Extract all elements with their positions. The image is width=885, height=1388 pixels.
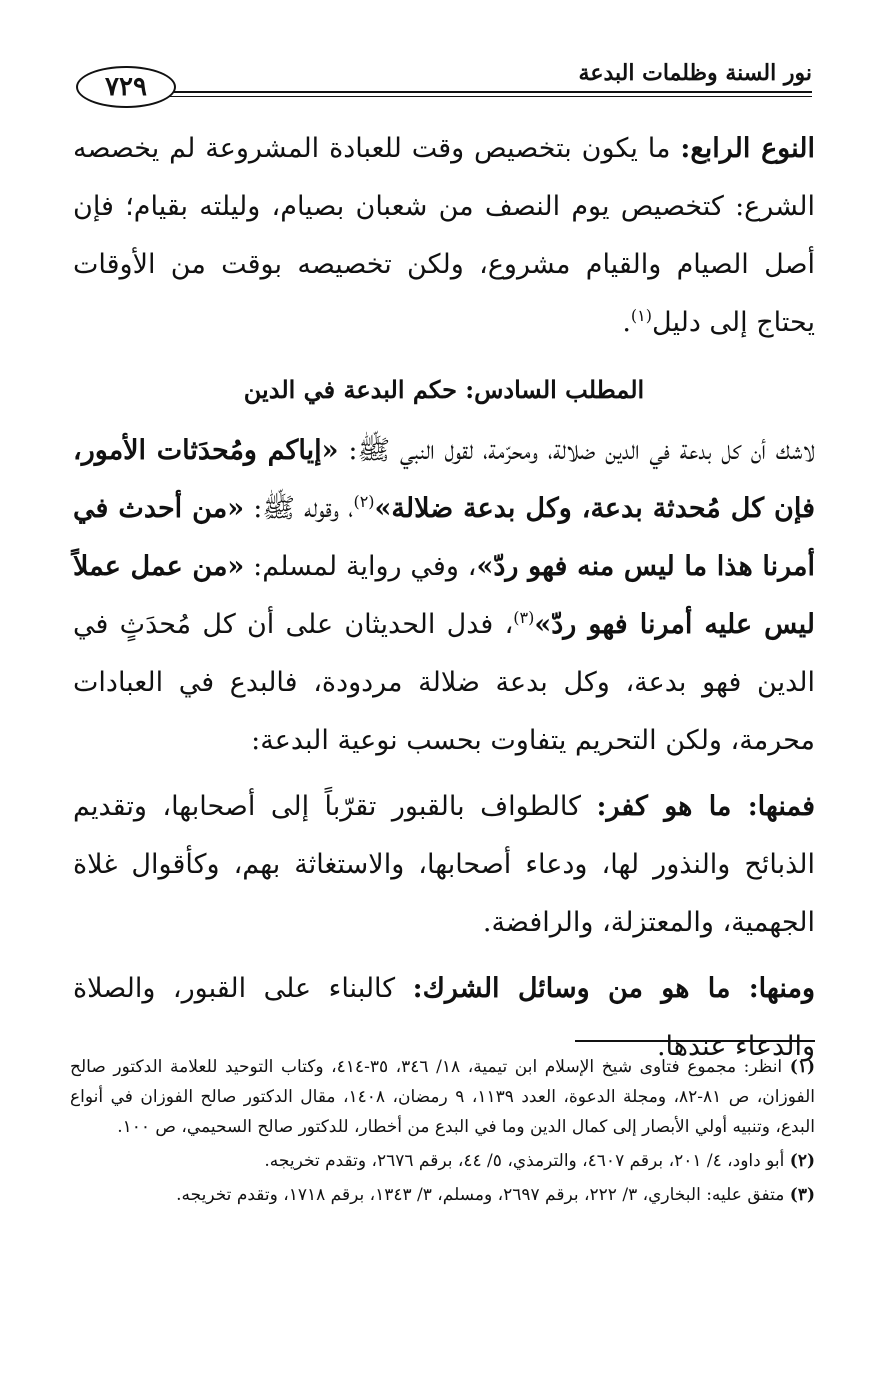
paragraph-text: ، وقوله ﷺ:	[244, 493, 354, 524]
footnote-text: متفق عليه: البخاري، ٣/ ٢٢٢، برقم ٢٦٩٧، ومسلم، ٣/ ١٣٤٣، برقم ١٧١٨، وتقدم تخريجه.	[176, 1185, 790, 1205]
paragraph-end: .	[622, 307, 631, 338]
paragraph-text: ما يكون بتخصيص وقت للعبادة المشروعة لم يخصصه الشرع: كتخصيص يوم النصف من شعبان بصيام، وليلته بقيام؛ فإن أصل الصيام والقيام مشروع، ولكن تخصيصه بوقت من الأوقات يحتاج إلى دليل	[73, 133, 816, 338]
paragraph-kufr	[73, 778, 815, 952]
page-number: ٧٢٩	[105, 72, 147, 102]
footnote-number: (١)	[789, 1057, 815, 1077]
footnote-number: (٣)	[789, 1185, 815, 1205]
page-number-oval	[76, 66, 176, 108]
footnote-number: (٢)	[789, 1151, 815, 1171]
running-title: نور السنة وظلمات البدعة	[578, 60, 812, 86]
paragraph-text: لاشك أن كل بدعة في الدين ضلالة، ومحرّمة، لقول النبي ﷺ:	[338, 435, 815, 466]
footnotes	[70, 1052, 815, 1214]
hadith-quote: «إياكم ومُحدَثات الأمور، فإن كل مُحدثة بدعة، وكل بدعة ضلالة»	[73, 435, 816, 524]
header-rule	[156, 91, 812, 93]
paragraph-lead: النوع الرابع:	[680, 133, 815, 164]
main-text	[73, 120, 815, 1076]
paragraph-type-four	[73, 120, 815, 352]
footnote-2	[70, 1146, 815, 1176]
paragraph-lead: فمنها: ما هو كفر:	[596, 791, 815, 822]
section-heading: المطلب السادس: حكم البدعة في الدين	[243, 375, 645, 404]
hadith-quote: «من عمل عملاً ليس عليه أمرنا فهو ردّ»	[73, 551, 815, 640]
paragraph-text: كالطواف بالقبور تقرّباً إلى أصحابها، وتقديم الذبائح والنذور لها، ودعاء أصحابها، والاستغاثة بهم، وكأقوال غلاة الجهمية، والمعتزلة، والرافضة.	[73, 791, 815, 938]
footnote-ref[interactable]: (٢)	[353, 492, 375, 511]
paragraph-text: كالبناء على القبور، والصلاة والدعاء عندها.	[73, 973, 815, 1062]
hadith-quote: «من أحدث في أمرنا هذا ما ليس منه فهو ردّ»	[73, 493, 815, 582]
footnote-text: انظر: مجموع فتاوى شيخ الإسلام ابن تيمية، ١٨/ ٣٤٦، ٣٥-٤١٤، وكتاب التوحيد للعلامة الدكتور صالح الفوزان، ص ٨١-٨٢، ومجلة الدعوة، العدد ١١٣٩، ٩ رمضان، ١٤٠٨، مقال الدكتور صالح الفوزان في أنواع البدع، وتنبيه أولي الأبصار إلى كمال الدين وما في البدع من أخطار، للدكتور صالح السحيمي، ص ١٠٠.	[70, 1057, 815, 1137]
page-header	[76, 58, 812, 108]
footnote-text: أبو داود، ٤/ ٢٠١، برقم ٤٦٠٧، والترمذي، ٥/ ٤٤، برقم ٢٦٧٦، وتقدم تخريجه.	[264, 1151, 790, 1171]
footnote-3	[70, 1180, 815, 1210]
footnote-separator	[575, 1040, 815, 1042]
paragraph-text: ، وفي رواية لمسلم:	[244, 551, 477, 582]
footnote-1	[70, 1052, 815, 1142]
paragraph-ruling	[73, 422, 815, 770]
paragraph-text: ، فدل الحديثان على أن كل مُحدَثٍ في الدين فهو بدعة، وكل بدعة ضلالة مردودة، فالبدع في العبادات محرمة، ولكن التحريم يتفاوت بحسب نوعية البدعة:	[73, 609, 815, 756]
footnote-ref[interactable]: (١)	[630, 306, 652, 325]
footnote-ref[interactable]: (٣)	[513, 608, 535, 627]
header-rule-thin	[156, 96, 812, 97]
paragraph-lead: ومنها: ما هو من وسائل الشرك:	[412, 973, 815, 1004]
